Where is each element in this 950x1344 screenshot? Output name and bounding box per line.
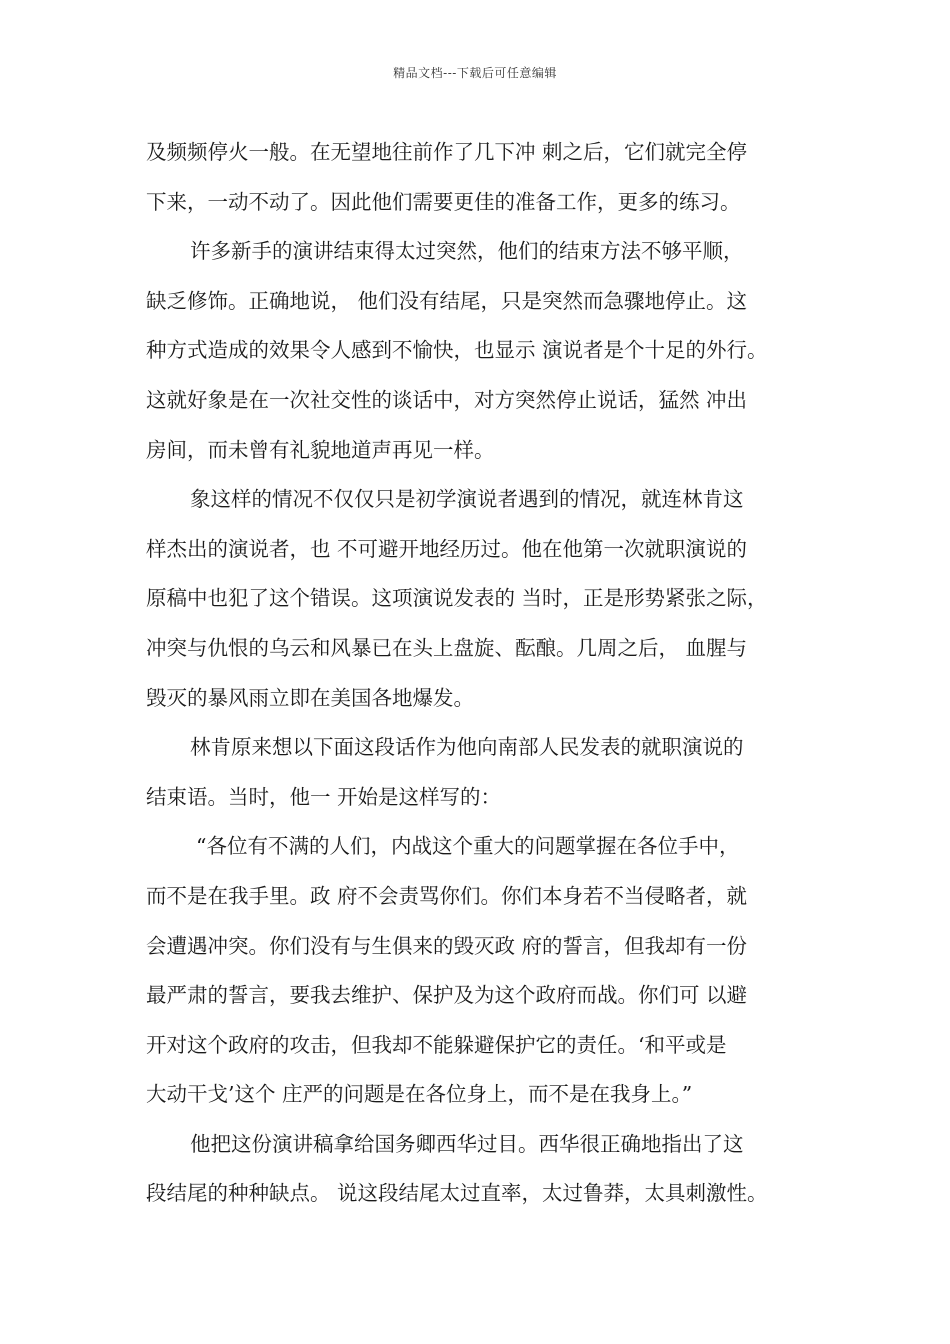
document-body (146, 128, 826, 1219)
text-line: 结束语。当时，他一 开始是这样写的： (146, 784, 502, 809)
text-line: 毁灭的暴风雨立即在美国各地爆发。 (146, 685, 474, 710)
text-line: 而不是在我手里。政 府不会责骂你们。你们本身若不当侵略者，就 (146, 883, 748, 908)
text-line: 这就好象是在一次社交性的谈话中，对方突然停止说话，猛然 冲出 (146, 387, 748, 412)
paragraph-start-line: 象这样的情况不仅仅只是初学演说者遇到的情况，就连林肯这 (190, 487, 744, 512)
paragraph-start-line: 许多新手的演讲结束得太过突然，他们的结束方法不够平顺， (190, 239, 744, 264)
text-line: 会遭遇冲突。你们没有与生俱来的毁灭政 府的誓言，但我却有一份 (146, 933, 748, 958)
text-line: 及频频停火一般。在无望地往前作了几下冲 刺之后，它们就完全停 (146, 140, 748, 164)
text-line: 房间，而未曾有礼貌地道声再见一样。 (146, 437, 495, 462)
text-line: 冲突与仇恨的乌云和风暴已在头上盘旋、酝酿。几周之后， 血腥与 (146, 635, 748, 660)
page-header: 精品文档---下载后可任意编辑 (393, 66, 557, 80)
text-line: 下来，一动不动了。因此他们需要更佳的准备工作，更多的练习。 (146, 189, 741, 214)
text-line: 开对这个政府的攻击，但我却不能躲避保护它的责任。‘和平或是 (146, 1032, 727, 1057)
text-line: 缺乏修饰。正确地说， 他们没有结尾，只是突然而急骤地停止。这 (146, 288, 748, 313)
text-line: 大动干戈’这个 庄严的问题是在各位身上，而不是在我身上。” (146, 1082, 693, 1107)
text-line: 样杰出的演说者，也 不可避开地经历过。他在他第一次就职演说的 (146, 536, 748, 561)
paragraph-start-line: 他把这份演讲稿拿给国务卿西华过目。西华很正确地指出了这 (190, 1131, 744, 1156)
quote-start-line: “各位有不满的人们，内战这个重大的问题掌握在各位手中， (196, 834, 740, 859)
text-line: 原稿中也犯了这个错误。这项演说发表的 当时，正是形势紧张之际， (146, 586, 768, 611)
paragraph-start-line: 林肯原来想以下面这段话作为他向南部人民发表的就职演说的 (190, 735, 744, 760)
text-line: 段结尾的种种缺点。 说这段结尾太过直率，太过鲁莽，太具刺激性。 (146, 1181, 768, 1206)
text-line: 最严肃的誓言，要我去维护、保护及为这个政府而战。你们可 以避 (146, 983, 748, 1008)
text-line: 种方式造成的效果令人感到不愉快，也显示 演说者是个十足的外行。 (146, 338, 768, 363)
